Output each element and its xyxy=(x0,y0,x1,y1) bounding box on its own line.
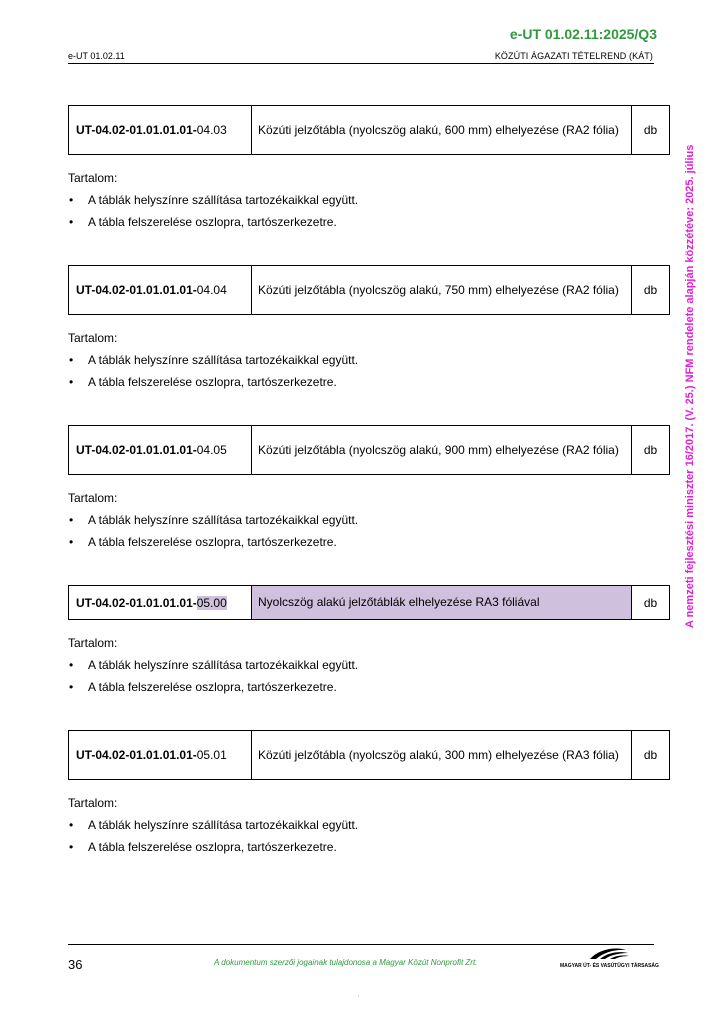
item-code-prefix: UT-04.02-01.01.01.01- xyxy=(76,283,197,297)
header-left-code: e-UT 01.02.11 xyxy=(68,51,125,61)
item-code xyxy=(69,731,252,779)
item-block xyxy=(68,265,670,389)
logo-text: MAGYAR ÚT- ÉS VASÚTÜGYI TÁRSASÁG xyxy=(560,963,659,969)
content-list xyxy=(68,818,670,854)
item-code-suffix: 05.00 xyxy=(196,595,227,610)
content-label: Tartalom: xyxy=(68,636,118,650)
page-number: 36 xyxy=(68,957,83,972)
content-label: Tartalom: xyxy=(68,491,118,505)
item-unit: db xyxy=(643,595,658,610)
content-list xyxy=(68,513,670,549)
item-table xyxy=(68,105,670,155)
item-code xyxy=(69,426,252,474)
item-table xyxy=(68,425,670,475)
item-code-prefix: UT-04.02-01.01.01.01- xyxy=(76,595,197,610)
content-list xyxy=(68,658,670,694)
publication-side-note: A nemzeti fejlesztési miniszter 16/2017. (V. 25.) NFM rendelete alapján közzétéve: 2025. július xyxy=(684,144,696,628)
list-item: • A táblák helyszínre szállítása tartozékaikkal együtt. xyxy=(68,353,670,367)
item-code xyxy=(69,586,252,619)
content-label: Tartalom: xyxy=(68,171,118,185)
item-table xyxy=(68,265,670,315)
item-code-prefix: UT-04.02-01.01.01.01- xyxy=(76,748,197,762)
item-unit: db xyxy=(643,443,658,457)
copyright-notice: A dokumentum szerzői jogainak tulajdonosa a Magyar Közút Nonprofit Zrt. xyxy=(214,958,478,967)
item-unit: db xyxy=(643,283,658,297)
item-code-suffix: 04.04 xyxy=(196,283,227,297)
item-code-prefix: UT-04.02-01.01.01.01- xyxy=(76,123,197,137)
content-list xyxy=(68,193,670,229)
footer-dot xyxy=(358,995,359,996)
header-divider xyxy=(68,63,654,64)
content-label: Tartalom: xyxy=(68,796,118,810)
item-description: Közúti jelzőtábla (nyolcszög alakú, 600 mm) elhelyezése (RA2 fólia) xyxy=(252,106,632,154)
list-item: • A tábla felszerelése oszlopra, tartószerkezetre. xyxy=(68,535,670,549)
list-item: • A táblák helyszínre szállítása tartozékaikkal együtt. xyxy=(68,193,670,207)
item-unit: db xyxy=(643,123,658,137)
list-item: • A táblák helyszínre szállítása tartozékaikkal együtt. xyxy=(68,513,670,527)
list-item: • A tábla felszerelése oszlopra, tartószerkezetre. xyxy=(68,215,670,229)
item-description: Közúti jelzőtábla (nyolcszög alakú, 750 mm) elhelyezése (RA2 fólia) xyxy=(252,266,632,314)
item-code-prefix: UT-04.02-01.01.01.01- xyxy=(76,443,197,457)
item-code-suffix: 05.01 xyxy=(196,748,227,762)
list-item: • A tábla felszerelése oszlopra, tartószerkezetre. xyxy=(68,840,670,854)
list-item: • A táblák helyszínre szállítása tartozékaikkal együtt. xyxy=(68,818,670,832)
swoosh-logo-icon xyxy=(560,946,654,962)
footer-divider xyxy=(68,944,654,945)
item-description: Közúti jelzőtábla (nyolcszög alakú, 900 mm) elhelyezése (RA2 fólia) xyxy=(252,426,632,474)
document-code: e-UT 01.02.11:2025/Q3 xyxy=(509,26,657,42)
item-table xyxy=(68,730,670,780)
item-description: Közúti jelzőtábla (nyolcszög alakú, 300 mm) elhelyezése (RA3 fólia) xyxy=(252,731,632,779)
organization-logo xyxy=(560,946,659,970)
list-item: • A tábla felszerelése oszlopra, tartószerkezetre. xyxy=(68,375,670,389)
item-table xyxy=(68,585,670,620)
list-item: • A táblák helyszínre szállítása tartozékaikkal együtt. xyxy=(68,658,670,672)
item-code-suffix: 04.05 xyxy=(196,443,227,457)
content-list xyxy=(68,353,670,389)
list-item: • A tábla felszerelése oszlopra, tartószerkezetre. xyxy=(68,680,670,694)
item-block xyxy=(68,585,670,694)
item-block xyxy=(68,730,670,854)
item-block xyxy=(68,105,670,229)
item-block xyxy=(68,425,670,549)
item-unit: db xyxy=(643,748,658,762)
item-code xyxy=(69,266,252,314)
item-description: Nyolcszög alakú jelzőtáblák elhelyezése RA3 fóliával xyxy=(252,586,632,619)
header-right-title: KÖZÚTI ÁGAZATI TÉTELREND (KÁT) xyxy=(494,51,653,61)
item-code xyxy=(69,106,252,154)
item-code-suffix: 04.03 xyxy=(196,123,227,137)
content-label: Tartalom: xyxy=(68,331,118,345)
